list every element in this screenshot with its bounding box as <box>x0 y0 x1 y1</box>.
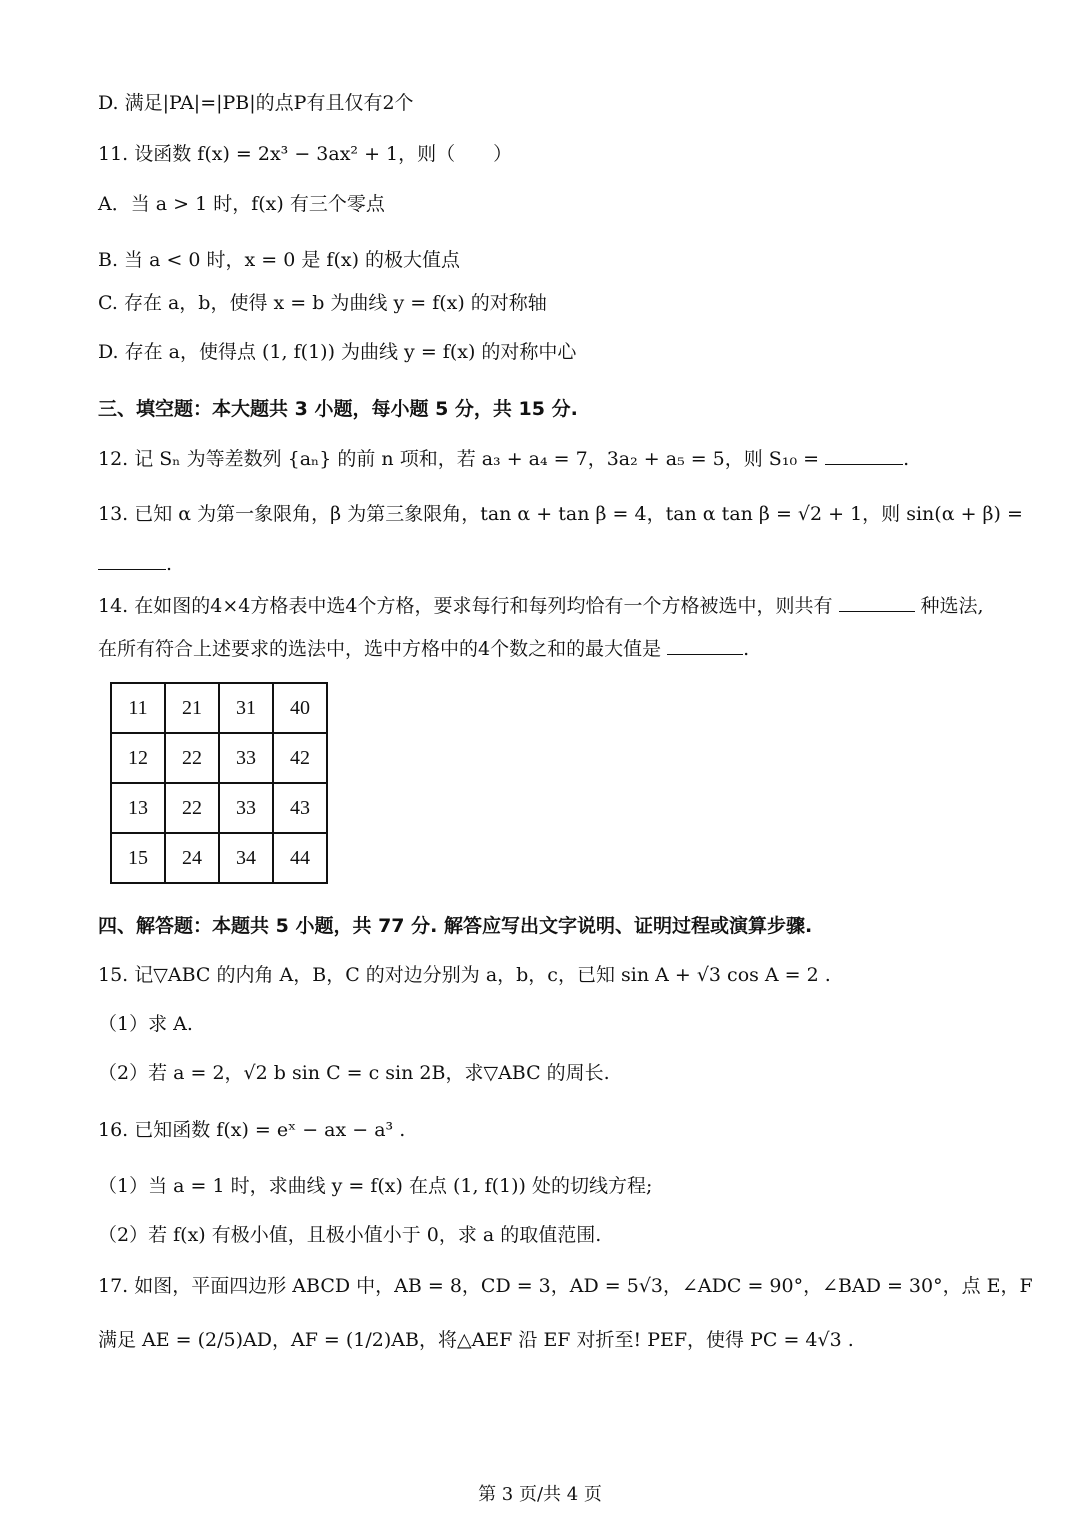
question-14-text-b: 种选法, <box>920 595 984 617</box>
table-row <box>111 683 327 733</box>
table-row <box>111 733 327 783</box>
table-cell: 44 <box>273 833 327 883</box>
answer-blank <box>839 593 915 612</box>
question-14-line2: 在所有符合上述要求的选法中，选中方格中的4个数之和的最大值是 . <box>98 638 750 660</box>
page-footer: 第 3 页/共 4 页 <box>478 1484 602 1505</box>
table-cell: 42 <box>273 733 327 783</box>
question-15: 15. 记▽ABC 的内角 A，B，C 的对边分别为 a，b，c，已知 sin A + √3 cos A = 2 . <box>98 964 831 986</box>
table-cell: 21 <box>165 683 219 733</box>
table-cell: 31 <box>219 683 273 733</box>
answer-blank <box>98 551 166 570</box>
option-11d: D. 存在 a，使得点 (1, f(1)) 为曲线 y = f(x) 的对称中心 <box>98 341 577 363</box>
table-cell: 22 <box>165 783 219 833</box>
question-17: 17. 如图，平面四边形 ABCD 中，AB = 8，CD = 3，AD = 5√3，∠ADC = 90°，∠BAD = 30°，点 E，F <box>98 1275 1033 1297</box>
question-16: 16. 已知函数 f(x) = eˣ − ax − a³ . <box>98 1119 406 1141</box>
question-17-cont: 满足 AE = (2/5)AD，AF = (1/2)AB，将△AEF 沿 EF 对折至! PEF，使得 PC = 4√3 . <box>98 1329 854 1351</box>
number-grid-table <box>110 682 328 884</box>
section-heading-answer: 四、解答题：本题共 5 小题，共 77 分. 解答应写出文字说明、证明过程或演算步骤. <box>98 915 813 937</box>
question-14-line1 <box>98 592 984 620</box>
table-cell: 40 <box>273 683 327 733</box>
question-16-part2: （2）若 f(x) 有极小值，且极小值小于 0，求 a 的取值范围. <box>98 1224 602 1246</box>
answer-blank <box>825 446 903 465</box>
question-12-text: 12. 记 Sₙ 为等差数列 {aₙ} 的前 n 项和，若 a₃ + a₄ = 7，3a₂ + a₅ = 5，则 S₁₀ = <box>98 448 820 470</box>
question-13-blank: . <box>98 550 172 578</box>
question-12: 12. 记 Sₙ 为等差数列 {aₙ} 的前 n 项和，若 a₃ + a₄ = 7，3a₂ + a₅ = 5，则 S₁₀ = . <box>98 448 910 470</box>
table-cell: 24 <box>165 833 219 883</box>
question-14-text-a: 14. 在如图的4×4方格表中选4个方格，要求每行和每列均恰有一个方格被选中，则共有 <box>98 595 833 617</box>
question-15-part1: （1）求 A. <box>98 1013 193 1035</box>
table-cell: 43 <box>273 783 327 833</box>
section-heading-fill-in: 三、填空题：本大题共 3 小题，每小题 5 分，共 15 分. <box>98 398 578 420</box>
option-10d: D. 满足|PA|=|PB|的点P有且仅有2个 <box>98 92 414 114</box>
table-cell: 22 <box>165 733 219 783</box>
table-cell: 33 <box>219 783 273 833</box>
table-row <box>111 783 327 833</box>
option-11a: A．当 a > 1 时，f(x) 有三个零点 <box>98 193 385 215</box>
table-cell: 12 <box>111 733 165 783</box>
question-16-part1: （1）当 a = 1 时，求曲线 y = f(x) 在点 (1, f(1)) 处的切线方程; <box>98 1175 653 1197</box>
option-11c: C. 存在 a，b，使得 x = b 为曲线 y = f(x) 的对称轴 <box>98 292 547 314</box>
question-15-part2: （2）若 a = 2，√2 b sin C = c sin 2B，求▽ABC 的周长. <box>98 1062 610 1084</box>
answer-blank <box>667 636 743 655</box>
question-14-text-c: 在所有符合上述要求的选法中，选中方格中的4个数之和的最大值是 <box>98 638 662 660</box>
table-cell: 13 <box>111 783 165 833</box>
question-11: 11. 设函数 f(x) = 2x³ − 3ax² + 1，则（ ） <box>98 143 513 165</box>
table-cell: 33 <box>219 733 273 783</box>
table-cell: 11 <box>111 683 165 733</box>
option-11b: B. 当 a < 0 时，x = 0 是 f(x) 的极大值点 <box>98 249 461 271</box>
table-cell: 34 <box>219 833 273 883</box>
question-13: 13. 已知 α 为第一象限角，β 为第三象限角，tan α + tan β = 4，tan α tan β = √2 + 1，则 sin(α + β) = <box>98 503 1023 525</box>
table-cell: 15 <box>111 833 165 883</box>
table-row <box>111 833 327 883</box>
